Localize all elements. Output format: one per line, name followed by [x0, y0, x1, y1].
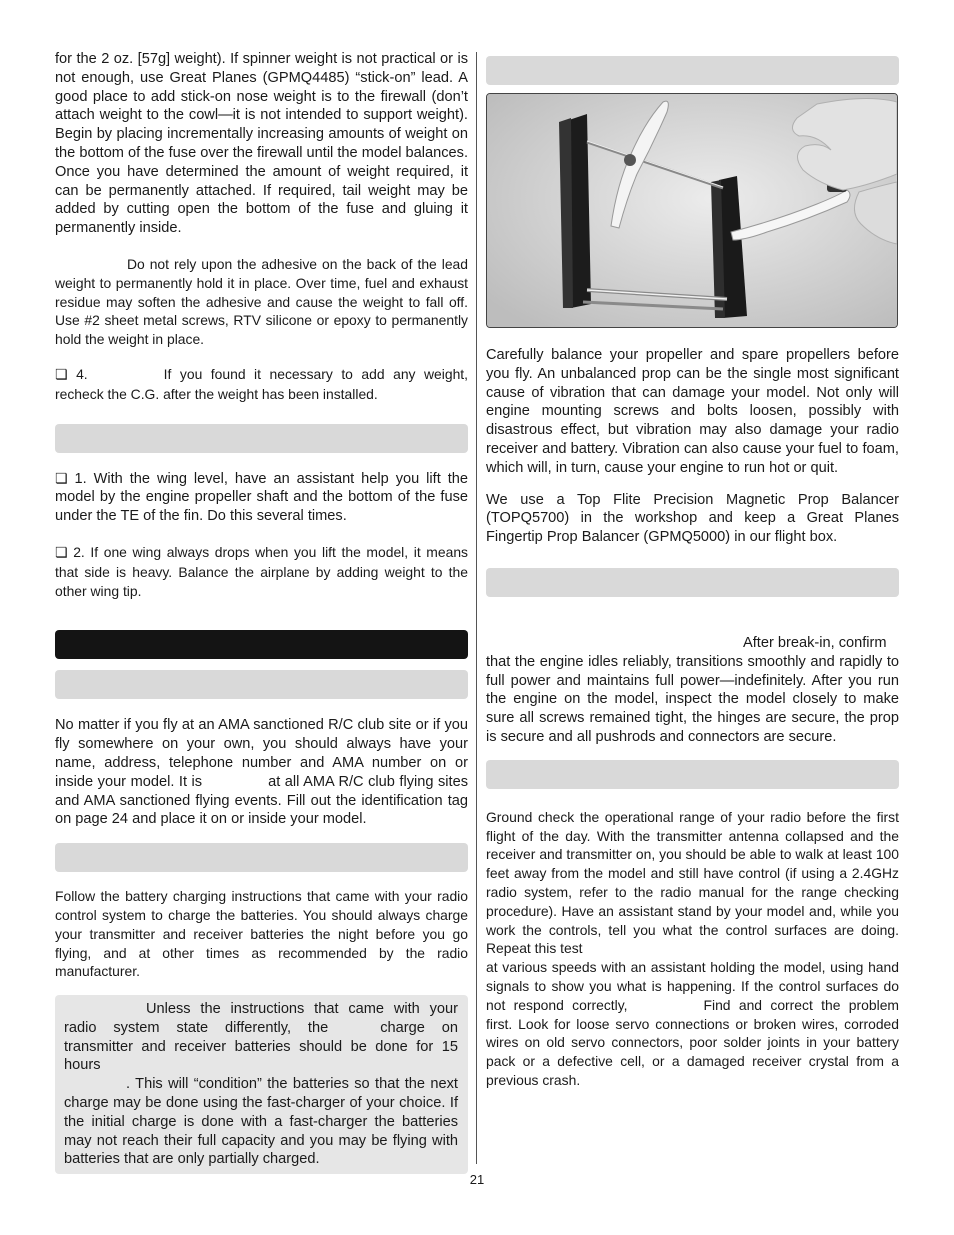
- section-header-bar: [486, 760, 899, 789]
- prop-balancer-paragraph: We use a Top Flite Precision Magnetic Prop Balancer (TOPQ5700) in the workshop and keep a Great Planes Fingertip Prop Balancer (GPMQ5000) in our flight box.: [486, 491, 899, 546]
- charge-batteries-paragraph: Follow the battery charging instructions that came with your radio control system to charge the batteries. You should always charge your transmitter and receiver batteries the night before you go flying, and at other times as recommended by the radio manufacturer.: [55, 888, 468, 980]
- checkbox-icon[interactable]: ❏: [55, 366, 68, 383]
- battery-note-text: Unless the instructions that came with your radio system state differently, the charge on transmitter and receiver batteries should be done for 15 hours . This will “condition” the batteries so that the next charge may be done using the fast-charger of your choice. If the initial charge is done with a fast-charger the batteries may not reach their full capacity and you may be flying with batteries that are only partially charged.: [64, 1001, 458, 1168]
- page-number: 21: [469, 1172, 485, 1187]
- left-column: [55, 50, 468, 1174]
- section-header-bar: [55, 424, 468, 453]
- nose-weight-paragraph: for the 2 oz. [57g] weight). If spinner weight is not practical or is not enough, use Great Planes (GPMQ4485) “stick-on” lead. A good place to add stick-on nose weight is to the firewall (don’t attach weight to the cowl—it is not intended to support weight). Begin by placing incrementally increasing amounts of weight on the bottom of the fuse over the firewall until the model balances. Once you have determined the amount of weight required, it can be permanently attached. If required, tail weight may be added by cutting open the bottom of the fuse and gluing it permanently inside.: [55, 51, 468, 237]
- adhesive-warning-paragraph: Do not rely upon the adhesive on the back of the lead weight to permanently hold it in place. Over time, fuel and exhaust residue may soften the adhesive and cause the weight to fall off. Use #2 sheet metal screws, RTV silicone or epoxy to permanently hold the weight in place.: [55, 255, 468, 348]
- column-divider: [476, 52, 477, 1164]
- checkbox-icon[interactable]: ❏: [55, 470, 68, 487]
- lateral-balance-step-2: ❏ 2. If one wing always drops when you lift the model, it means that side is heavy. Balance the airplane by adding weight to the other wing tip.: [55, 543, 469, 599]
- section-header-bar: [55, 670, 468, 699]
- prop-balancer-photo: [486, 93, 898, 328]
- balance-propellers-paragraph: Carefully balance your propeller and spare propellers before you fly. An unbalanced prop can be the single most significant cause of vibration that can damage your model. Not only will engine mounting screws and bolts loosen, possibly with disastrous effect, but vibration may also damage your radio receiver and battery. Vibration can also cause your fuel to foam, which will, in turn, cause your engine to run hot or quit.: [486, 347, 899, 476]
- chapter-header-bar: [55, 630, 468, 659]
- right-column: [486, 50, 899, 1090]
- range-check-paragraph: Ground check the operational range of your radio before the first flight of the day. With the transmitter antenna collapsed and the receiver and transmitter on, you should be able to walk at least 100 feet away from the model and still have control (if using a 2.4GHz radio system, refer to the radio manual for the range checking procedure). Have an assistant stand by your model and, while you work the controls, tell you what the control surfaces are doing. Repeat this test at various speeds with an assistant holding the model, using hand signals to show you what is happening. If the control surfaces do not respond correctly, Find and correct the problem first. Look for loose servo connections or broken wires, corroded wires on old servo connectors, poor solder joints in your battery pack or a defective cell, or a damaged receiver crystal from a previous crash.: [486, 808, 899, 1088]
- engine-check-paragraph: After break-in, confirm that the engine idles reliably, transitions smoothly and rapidly to full power and maintains full power—indefinitely. After you run the engine on the model, inspect the model closely to make sure all screws remained tight, the hinges are secure, the prop is secure and all pushrods and connectors are secure.: [486, 634, 899, 745]
- step-4-paragraph: ❏ 4. If you found it necessary to add any weight, recheck the C.G. after the weight has been installed.: [55, 365, 469, 402]
- section-header-bar: [486, 568, 899, 597]
- section-header-bar: [55, 843, 468, 872]
- lateral-balance-step-1: ❏ 1. With the wing level, have an assistant help you lift the model by the engine propeller shaft and the bottom of the fuse under the TE of the fin. Do this several times.: [55, 470, 468, 525]
- section-header-bar: [486, 56, 899, 85]
- checkbox-icon[interactable]: ❏: [55, 544, 68, 561]
- battery-note-box: [55, 995, 468, 1174]
- identification-paragraph: No matter if you fly at an AMA sanctioned R/C club site or if you fly somewhere on your own, you should always have your name, address, telephone number and AMA number on or inside your model. It is at all AMA R/C club flying sites and AMA sanctioned flying events. Fill out the identification tag on page 24 and place it on or inside your model.: [55, 717, 468, 828]
